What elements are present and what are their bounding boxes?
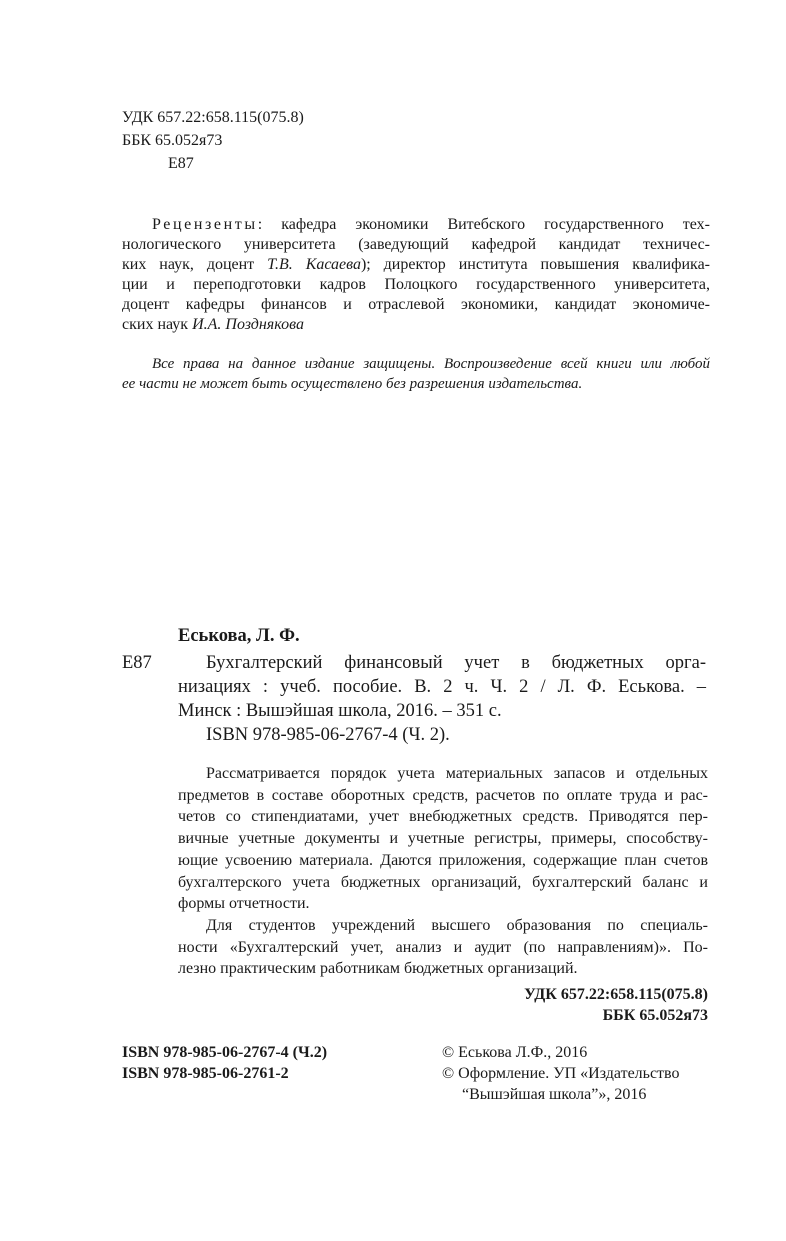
catalog-author: Еськова, Л. Ф. [178, 626, 300, 646]
catalog-line-3: Минск : Вышэйшая школа, 2016. – 351 с. [178, 701, 502, 721]
footer-udk: УДК 657.22:658.115(075.8) [524, 986, 708, 1003]
catalog-title-block [178, 651, 706, 747]
abstract-p2-line-2: ности «Бухгалтерский учет, анализ и аудит (по направлениям)». По- [178, 938, 708, 956]
abstract [178, 763, 708, 980]
reviewers-line-5: доцент кафедры финансов и отраслевой экономики, кандидат экономиче- [122, 296, 710, 313]
abstract-p1-last: формы отчетности. [178, 895, 310, 913]
reviewers-line-6-pre: ских наук [122, 316, 193, 333]
reviewer-name-1: Т.В. Касаева [267, 256, 361, 273]
abstract-p1-line-2: предметов в составе оборотных средств, расчетов по оплате труда и рас- [178, 786, 708, 804]
copyright-author: © Еськова Л.Ф., 2016 [442, 1044, 588, 1061]
header-udk: УДК 657.22:658.115(075.8) [122, 109, 304, 126]
header-bbk: ББК 65.052я73 [122, 132, 223, 149]
reviewers-line-3-post: ); директор института повышения квалифика- [360, 256, 710, 273]
catalog-code: Е87 [122, 653, 152, 673]
reviewers-line-3-pre: ких наук, доцент [122, 256, 268, 273]
copyright-publisher: “Вышэйшая школа”», 2016 [462, 1086, 647, 1103]
rights-line-1: Все права на данное издание защищены. Воспроизведение всей книги или любой [152, 356, 710, 372]
catalog-isbn: ISBN 978-985-06-2767-4 (Ч. 2). [206, 725, 450, 745]
reviewers-block [122, 215, 710, 335]
catalog-line-1: Бухгалтерский финансовый учет в бюджетных орга- [206, 653, 706, 673]
abstract-p1-line-4: вичные учетные документы и учетные регистры, примеры, способству- [178, 830, 708, 848]
reviewers-label: Рецензенты [152, 216, 258, 233]
reviewers-line-2: нологического университета (заведующий кафедрой кандидат техничес- [122, 236, 710, 253]
header-code: Е87 [168, 155, 194, 172]
abstract-p1-line-1: Рассматривается порядок учета материальных запасов и отдельных [206, 765, 708, 782]
rights-notice [122, 354, 710, 394]
abstract-p1-line-5: ющие усвоению материала. Даются приложения, содержащие план счетов [178, 851, 708, 869]
abstract-p2-last: лезно практическим работникам бюджетных организаций. [178, 960, 578, 978]
reviewers-line-6 [122, 315, 710, 335]
reviewers-line-3 [122, 255, 710, 275]
reviewers-line-4: ции и переподготовки кадров Полоцкого государственного университета, [122, 276, 710, 293]
isbn-set: ISBN 978-985-06-2761-2 [122, 1065, 289, 1082]
abstract-p2-line-1: Для студентов учреждений высшего образования по специаль- [206, 916, 708, 934]
reviewers-line-1-text: : кафедра экономики Витебского государственного тех- [257, 216, 710, 233]
isbn-volume: ISBN 978-985-06-2767-4 (Ч.2) [122, 1044, 328, 1061]
abstract-p1-line-3: четов со стипендиатами, учет внебюджетных средств. Приводятся пер- [178, 808, 708, 826]
footer-bbk: ББК 65.052я73 [602, 1007, 708, 1024]
abstract-p1-line-6: бухгалтерского учета бюджетных организаций, бухгалтерский баланс и [178, 873, 708, 891]
copyright-design: © Оформление. УП «Издательство [442, 1065, 680, 1082]
reviewer-name-2: И.А. Позднякова [192, 316, 304, 333]
rights-line-2: ее части не может быть осуществлено без разрешения издательства. [122, 376, 583, 392]
catalog-line-2: низациях : учеб. пособие. В. 2 ч. Ч. 2 / Л. Ф. Еськова. – [178, 677, 706, 697]
reviewers-line-1 [122, 215, 710, 235]
